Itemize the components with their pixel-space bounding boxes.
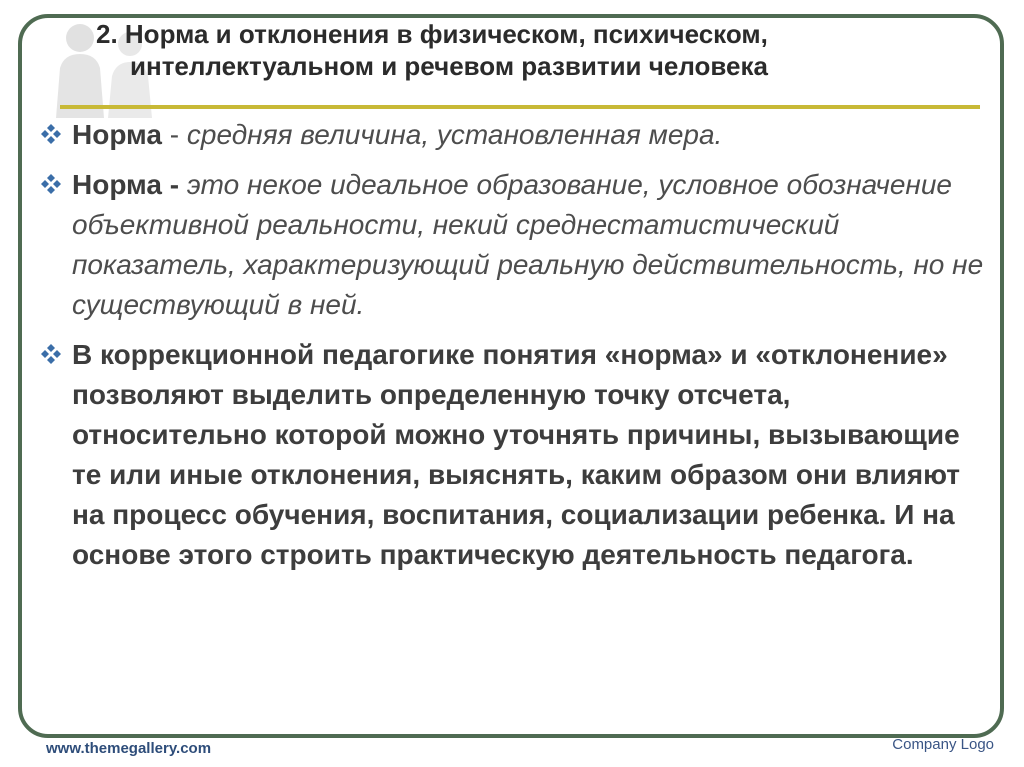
company-logo-text: Company Logo bbox=[892, 736, 994, 753]
definition-text: средняя величина, установленная мера. bbox=[186, 119, 723, 150]
term-label: Норма - bbox=[72, 169, 180, 200]
paragraph-text: В коррекционной педагогике понятия «норма» и «отклонение» позволяют выделить определенную точку отсчета, относительно которой можно уточнять причины, вызывающие те или иные отклонения, выяснять, каким образом они влияют на процесс обучения, воспитания, социализации ребенка. И на основе этого строить практическую деятельность педагога. bbox=[72, 339, 961, 570]
four-diamond-bullet-icon bbox=[40, 343, 62, 365]
four-diamond-bullet-icon bbox=[40, 123, 62, 145]
bullet-item bbox=[40, 115, 990, 155]
title-underline bbox=[60, 105, 980, 109]
slide-title bbox=[96, 18, 996, 82]
term-separator bbox=[179, 169, 187, 200]
footer-url-link[interactable]: www.themegallery.com bbox=[46, 740, 212, 757]
term-label: Норма bbox=[72, 119, 162, 150]
term-separator: - bbox=[161, 119, 187, 150]
bullet-item bbox=[40, 335, 990, 575]
slide-title-line-2: интеллектуальном и речевом развитии человека bbox=[130, 51, 768, 81]
bullet-item bbox=[40, 165, 990, 325]
definition-text: это некое идеальное образование, условное обозначение объективной реальности, некий среднестатистический показатель, характеризующий реальную действительность, но не существующий в ней. bbox=[72, 169, 984, 320]
slide-title-line-1: 2. Норма и отклонения в физическом, психическом, bbox=[96, 19, 768, 49]
four-diamond-bullet-icon bbox=[40, 173, 62, 195]
bullet-list bbox=[40, 115, 990, 585]
